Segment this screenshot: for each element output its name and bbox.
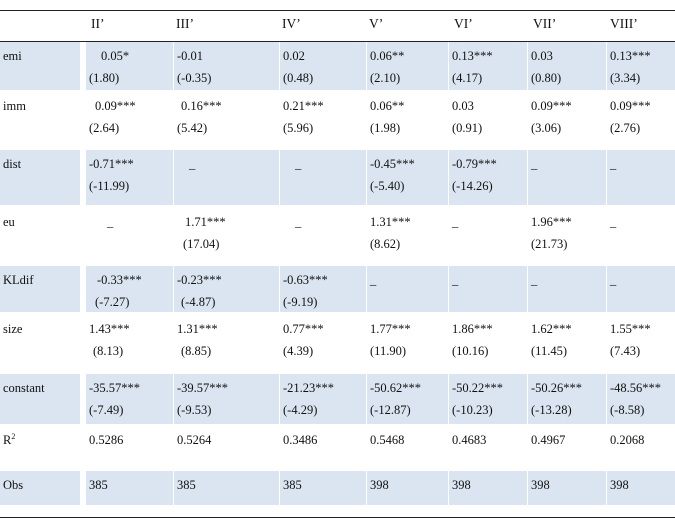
coefficient-value: 0.5264 [177,433,212,447]
t-statistic-value: (-0.35) [177,71,212,85]
table-cell [366,426,448,468]
table-cell [85,42,173,90]
table-cell [448,208,527,263]
table-cell [448,315,527,371]
coefficient-value: _ [107,215,114,229]
t-statistic-value: (-7.27) [95,295,130,309]
table-cell [527,374,606,424]
row-label-text: dist [3,157,22,171]
t-statistic-value: (-12.87) [370,403,411,417]
header-col-3: IV’ [282,16,301,31]
coefficient-value: _ [531,273,538,287]
coefficient-value: 0.21*** [283,99,324,113]
t-statistic-value: (10.16) [452,344,489,358]
coefficient-value: -0.33*** [97,273,142,287]
coefficient-value: 0.4683 [452,433,487,447]
table-cell [279,42,366,90]
table-cell [366,266,448,312]
coefficient-value: -50.22*** [452,381,504,395]
t-statistic-value: (-13.28) [531,403,572,417]
table-cell [606,266,675,312]
table-cell [606,374,675,424]
table-cell [366,150,448,205]
table-row [0,208,675,263]
row-label-text: size [3,322,23,336]
table-row [0,471,675,505]
coefficient-value: 1.43*** [89,322,130,336]
row-label [0,471,80,505]
coefficient-value: -50.26*** [531,381,583,395]
t-statistic-value: (5.42) [177,121,208,135]
t-statistic-value: (11.45) [531,344,567,358]
coefficient-value: -48.56*** [610,381,662,395]
coefficient-value: -35.57*** [89,381,141,395]
row-label [0,374,80,424]
coefficient-value: 0.06** [370,49,405,63]
table-cell [173,315,279,371]
table-row [0,266,675,312]
coefficient-value: 0.03 [452,99,474,113]
coefficient-value: 385 [177,478,196,492]
table-cell [448,266,527,312]
table-cell [448,150,527,205]
t-statistic-value: (-4.87) [181,295,216,309]
coefficient-value: 398 [531,478,550,492]
coefficient-value: 385 [89,478,108,492]
table-row [0,315,675,371]
table-cell [173,92,279,147]
t-statistic-value: (-9.19) [283,295,318,309]
coefficient-value: 0.2068 [610,433,645,447]
table-cell [606,42,675,90]
coefficient-value: _ [610,273,617,287]
table-cell [527,266,606,312]
table-cell [279,266,366,312]
coefficient-value: 1.62*** [531,322,572,336]
coefficient-value: 0.5468 [370,433,405,447]
table-row [0,150,675,205]
coefficient-value: _ [295,215,302,229]
row-label [0,426,80,468]
table-cell [279,150,366,205]
row-label-text: R [3,433,12,447]
header-col-5: VI’ [454,16,473,31]
row-label [0,315,80,371]
header-col-1: II’ [91,16,105,31]
table-row [0,42,675,90]
t-statistic-value: (21.73) [531,237,568,251]
header-col-7: VIII’ [610,16,638,31]
coefficient-value: 0.13*** [452,49,493,63]
t-statistic-value: (4.17) [452,71,483,85]
coefficient-value: _ [295,157,302,171]
header-col-6: VII’ [533,16,557,31]
row-label-text: emi [3,49,22,63]
table-cell [85,471,173,505]
table-cell [448,471,527,505]
table-cell [527,426,606,468]
coefficient-value: 1.77*** [370,322,411,336]
header-col-2: III’ [176,16,194,31]
row-label [0,266,80,312]
coefficient-value: _ [370,273,377,287]
table-row [0,374,675,424]
t-statistic-value: (5.96) [283,121,314,135]
table-cell [448,374,527,424]
table-cell [279,92,366,147]
table-cell [366,92,448,147]
coefficient-value: -0.45*** [370,157,415,171]
coefficient-value: -0.01 [177,49,204,63]
t-statistic-value: (8.13) [93,344,124,358]
row-label-text: Obs [3,478,24,492]
coefficient-value: -0.23*** [177,273,222,287]
bottom-rule [0,517,675,518]
table-cell [85,266,173,312]
t-statistic-value: (11.90) [370,344,406,358]
table-cell [527,150,606,205]
table-cell [448,92,527,147]
coefficient-value: 398 [370,478,389,492]
coefficient-value: 1.31*** [177,322,218,336]
row-label-text: imm [3,99,26,113]
coefficient-value: 0.3486 [283,433,318,447]
table-cell [85,426,173,468]
row-label [0,92,80,147]
table-cell [173,374,279,424]
coefficient-value: _ [610,157,617,171]
coefficient-value: 0.77*** [283,322,324,336]
table-cell [85,92,173,147]
t-statistic-value: (-14.26) [452,179,493,193]
row-label [0,42,80,90]
top-rule [0,10,675,11]
coefficient-value: 398 [452,478,471,492]
coefficient-value: _ [452,273,459,287]
t-statistic-value: (7.43) [610,344,641,358]
t-statistic-value: (-4.29) [283,403,318,417]
t-statistic-value: (1.98) [370,121,401,135]
table-cell [279,471,366,505]
coefficient-value: 0.06** [370,99,405,113]
coefficient-value: 1.86*** [452,322,493,336]
coefficient-value: 398 [610,478,629,492]
row-label [0,150,80,205]
table-cell [279,208,366,263]
coefficient-value: 0.09*** [610,99,651,113]
table-cell [85,208,173,263]
t-statistic-value: (-7.49) [89,403,124,417]
table-cell [606,426,675,468]
t-statistic-value: (-8.58) [610,403,645,417]
t-statistic-value: (17.04) [183,237,220,251]
coefficient-value: 0.4967 [531,433,566,447]
coefficient-value: -0.79*** [452,157,497,171]
coefficient-value: 0.5286 [89,433,124,447]
table-cell [85,315,173,371]
coefficient-value: 0.09*** [95,99,136,113]
t-statistic-value: (3.06) [531,121,562,135]
table-cell [527,315,606,371]
table-cell [606,92,675,147]
table-cell [173,471,279,505]
t-statistic-value: (1.80) [89,71,120,85]
table-cell [606,208,675,263]
table-cell [366,208,448,263]
table-cell [527,42,606,90]
t-statistic-value: (0.48) [283,71,314,85]
row-label-text: constant [3,381,45,395]
table-cell [366,471,448,505]
t-statistic-value: (-10.23) [452,403,493,417]
t-statistic-value: (3.34) [610,71,641,85]
table-cell [366,374,448,424]
table-cell [527,208,606,263]
coefficient-value: 0.16*** [181,99,222,113]
row-label-text: KLdif [3,273,34,287]
table-cell [606,315,675,371]
table-cell [173,42,279,90]
row-label [0,208,80,263]
table-cell [366,42,448,90]
table-cell [85,150,173,205]
coefficient-value: _ [610,215,617,229]
t-statistic-value: (2.76) [610,121,641,135]
coefficient-value: 1.71*** [185,215,226,229]
coefficient-value: -21.23*** [283,381,335,395]
row-label-superscript: 2 [11,431,16,441]
table-cell [279,315,366,371]
table-cell [85,374,173,424]
table-cell [527,471,606,505]
table-cell [606,150,675,205]
coefficient-value: 385 [283,478,302,492]
t-statistic-value: (8.85) [181,344,212,358]
coefficient-value: _ [452,215,459,229]
coefficient-value: _ [531,157,538,171]
table-cell [527,92,606,147]
table-cell [173,208,279,263]
coefficient-value: 0.05* [101,49,130,63]
coefficient-value: -39.57*** [177,381,229,395]
table-cell [173,266,279,312]
table-cell [173,150,279,205]
coefficient-value: 1.55*** [610,322,651,336]
t-statistic-value: (0.91) [452,121,483,135]
table-cell [448,426,527,468]
t-statistic-value: (8.62) [370,237,401,251]
table-cell [279,374,366,424]
t-statistic-value: (2.64) [89,121,120,135]
t-statistic-value: (-11.99) [89,179,130,193]
t-statistic-value: (4.39) [283,344,314,358]
table-row [0,426,675,468]
table-cell [366,315,448,371]
coefficient-value: 0.13*** [610,49,651,63]
coefficient-value: -0.71*** [89,157,134,171]
header-col-4: V’ [369,16,384,31]
t-statistic-value: (0.80) [531,71,562,85]
table-row [0,92,675,147]
table-cell [173,426,279,468]
table-cell [448,42,527,90]
coefficient-value: -50.62*** [370,381,422,395]
t-statistic-value: (2.10) [370,71,401,85]
coefficient-value: _ [189,157,196,171]
coefficient-value: 0.03 [531,49,553,63]
coefficient-value: 0.02 [283,49,305,63]
t-statistic-value: (-5.40) [370,179,405,193]
t-statistic-value: (-9.53) [177,403,212,417]
row-label-text: eu [3,215,15,229]
coefficient-value: 0.09*** [531,99,572,113]
coefficient-value: -0.63*** [283,273,328,287]
table-cell [606,471,675,505]
table-cell [279,426,366,468]
coefficient-value: 1.31*** [370,215,411,229]
coefficient-value: 1.96*** [531,215,572,229]
